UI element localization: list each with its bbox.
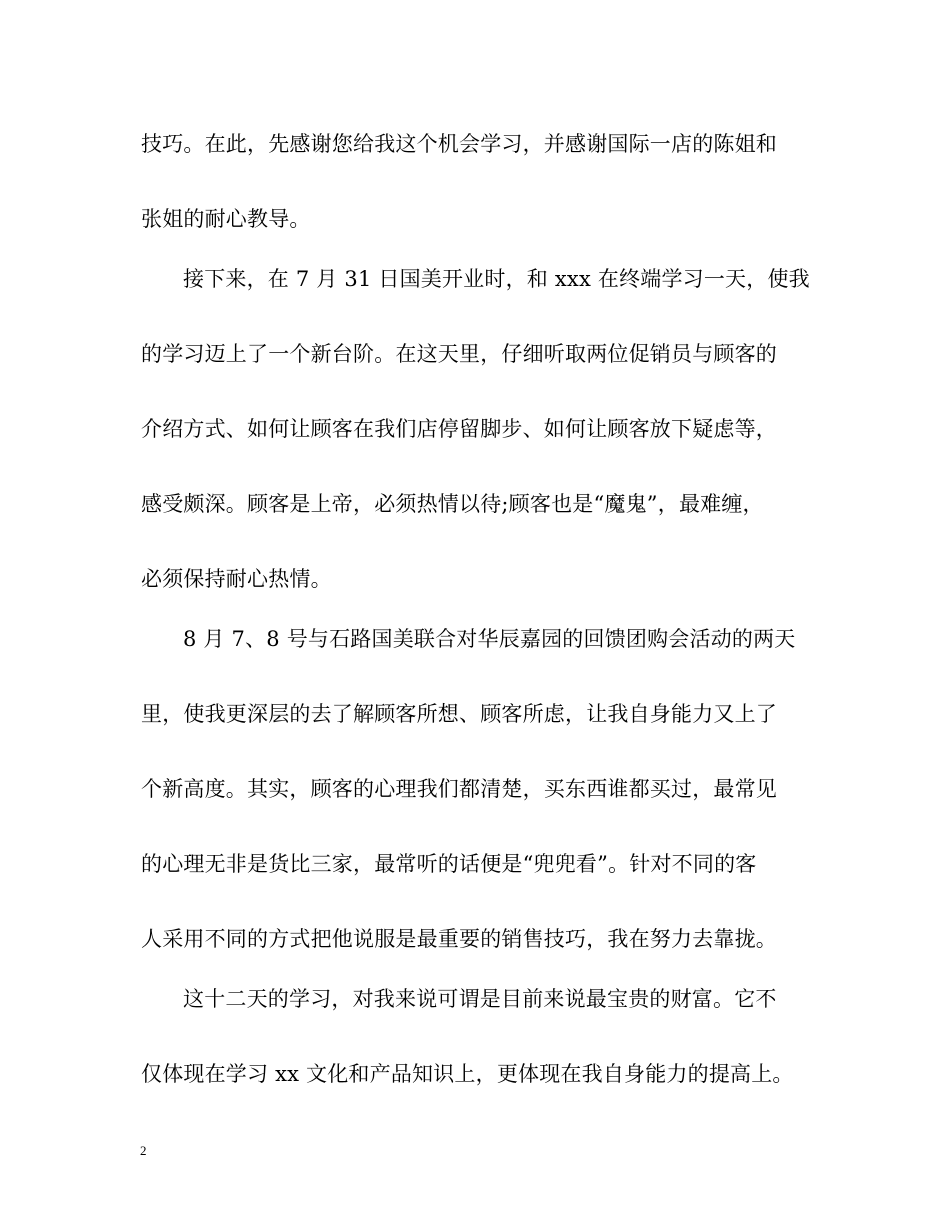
text-line: 介绍方式、如何让顾客在我们店停留脚步、如何让顾客放下疑虑等，	[141, 417, 777, 441]
text-line: 的学习迈上了一个新台阶。在这天里，仔细听取两位促销员与顾客的	[141, 342, 777, 366]
text-line: 仅体现在学习 xx 文化和产品知识上，更体现在我自身能力的提高上。	[141, 1062, 794, 1086]
text-line: 张姐的耐心教导。	[141, 207, 311, 231]
text-line: 的心理无非是货比三家，最常听的话便是“兜兜看”。针对不同的客	[141, 852, 757, 876]
text-line: 里，使我更深层的去了解顾客所想、顾客所虑，让我自身能力又上了	[141, 702, 777, 726]
text-line: 这十二天的学习，对我来说可谓是目前来说最宝贵的财富。它不	[183, 987, 777, 1011]
text-line: 必须保持耐心热情。	[141, 567, 332, 591]
text-line: 接下来，在 7 月 31 日国美开业时，和 xxx 在终端学习一天，使我	[183, 267, 810, 291]
text-line: 个新高度。其实，顾客的心理我们都清楚，买东西谁都买过，最常见	[141, 777, 777, 801]
text-line: 8 月 7、8 号与石路国美联合对华辰嘉园的回馈团购会活动的两天	[183, 627, 796, 651]
text-line: 技巧。在此，先感谢您给我这个机会学习，并感谢国际一店的陈姐和	[141, 132, 777, 156]
text-line: 人采用不同的方式把他说服是最重要的销售技巧，我在努力去靠拢。	[141, 927, 777, 951]
text-line: 感受颇深。顾客是上帝，必须热情以待;顾客也是“魔鬼”，最难缠，	[141, 492, 764, 516]
page-number: 2	[140, 1143, 147, 1158]
